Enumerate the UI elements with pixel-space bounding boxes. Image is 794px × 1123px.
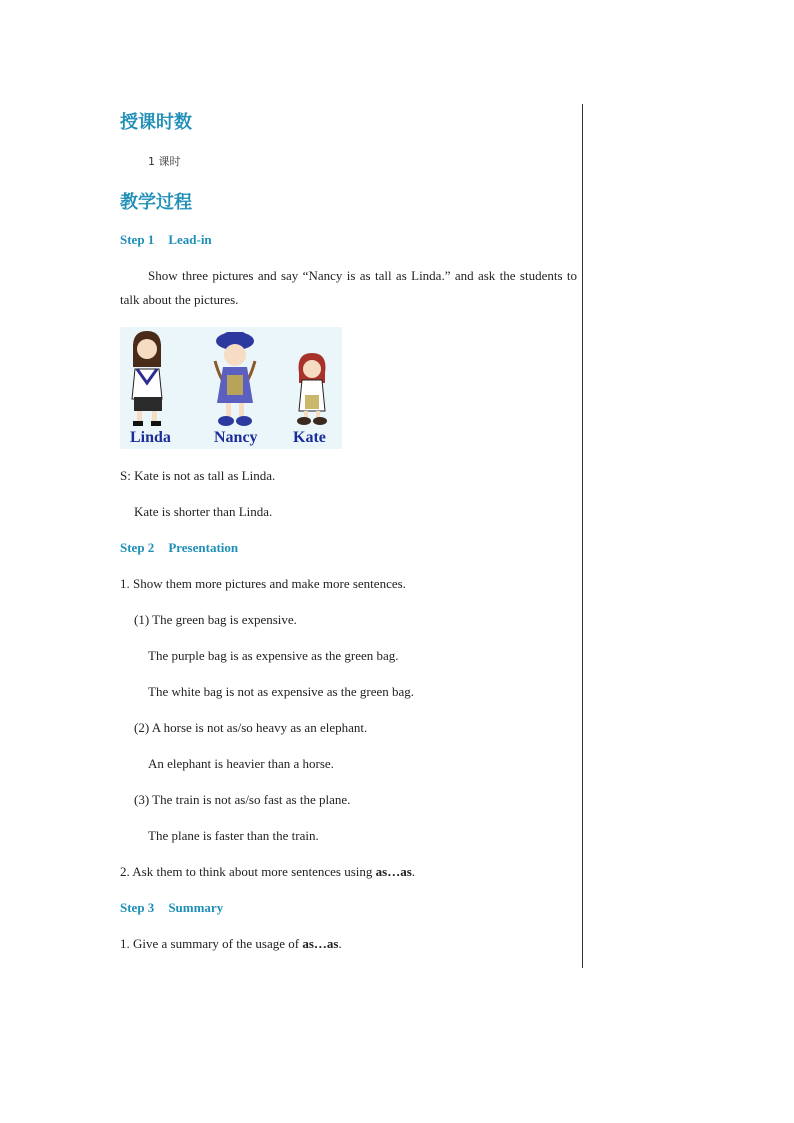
picture-label-nancy: Nancy (214, 429, 258, 446)
step2-heading (120, 540, 238, 556)
margin-rule (582, 104, 583, 968)
step3-item-1-keyword: as…as (302, 936, 339, 951)
step3-heading (120, 900, 223, 916)
kate-figure (297, 353, 327, 425)
step1-label: Step 1 (120, 232, 155, 247)
example-1b: The purple bag is as expensive as the green bag. (148, 648, 399, 663)
lesson-hours: 1 课时 (148, 155, 181, 168)
step2-item-2-end: . (411, 864, 416, 879)
example-3b: The plane is faster than the train. (148, 828, 319, 843)
example-3a: (3) The train is not as/so fast as the plane. (134, 792, 351, 807)
example-2a: (2) A horse is not as/so heavy as an elephant. (134, 720, 368, 735)
step3-item-1-text: 1. Give a summary of the usage of (120, 936, 303, 951)
linda-figure (132, 331, 162, 426)
step2-item-2 (120, 864, 415, 880)
step3-title: Summary (168, 900, 224, 915)
picture-label-kate: Kate (293, 429, 326, 446)
example-2b: An elephant is heavier than a horse. (148, 756, 334, 771)
step2-label: Step 2 (120, 540, 155, 555)
step2-item-2-keyword: as…as (375, 864, 412, 879)
step3-label: Step 3 (120, 900, 155, 915)
example-1c: The white bag is not as expensive as the green bag. (148, 684, 415, 699)
example-1a: (1) The green bag is expensive. (134, 612, 297, 627)
step2-title: Presentation (168, 540, 239, 555)
step1-title: Lead-in (168, 232, 212, 247)
step1-paragraph: Show three pictures and say “Nancy is as tall as Linda.” and ask the students to talk about the pictures. (120, 268, 577, 307)
nancy-figure (215, 332, 255, 426)
three-girls-picture (120, 327, 342, 449)
student-answer-1: S: Kate is not as tall as Linda. (120, 468, 276, 483)
step3-item-1-end: . (338, 936, 342, 951)
step1-heading (120, 232, 212, 248)
section-title-process: 教学过程 (120, 192, 192, 213)
student-answer-2: Kate is shorter than Linda. (134, 504, 273, 519)
step2-item-1: 1. Show them more pictures and make more sentences. (120, 576, 406, 591)
section-title-hours: 授课时数 (120, 112, 192, 133)
step3-item-1 (120, 936, 342, 952)
step2-item-2-text: 2. Ask them to think about more sentences using (120, 864, 376, 879)
picture-label-linda: Linda (130, 429, 171, 446)
